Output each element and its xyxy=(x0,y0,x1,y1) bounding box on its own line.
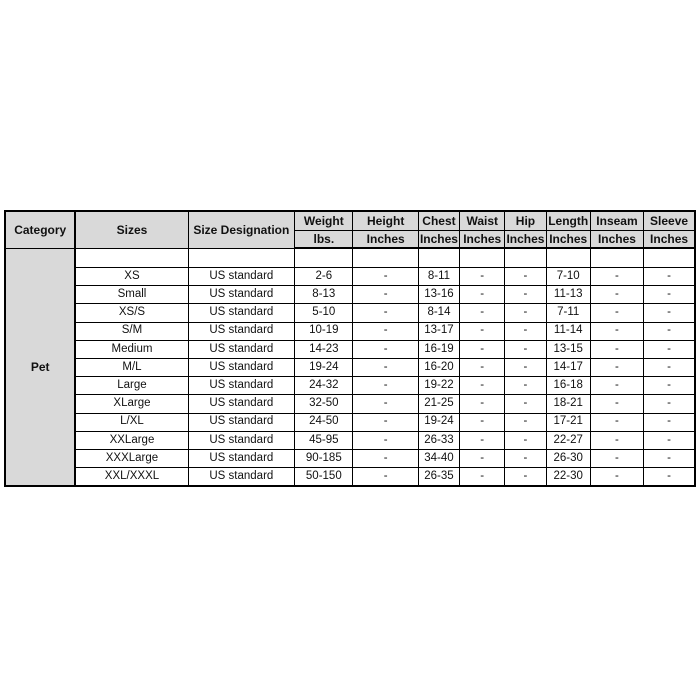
cell-sleeve: - xyxy=(644,413,695,431)
table-row xyxy=(5,304,695,322)
table-row xyxy=(5,340,695,358)
header-sleeve-unit: Inches xyxy=(644,231,695,249)
cell-designation: US standard xyxy=(188,304,295,322)
cell-sleeve: - xyxy=(644,340,695,358)
spacer-cell xyxy=(353,248,418,268)
cell-weight: 45-95 xyxy=(295,431,353,449)
table-row xyxy=(5,413,695,431)
header-weight-unit: lbs. xyxy=(295,231,353,249)
cell-hip: - xyxy=(505,377,546,395)
header-chest-unit: Inches xyxy=(419,232,458,246)
cell-designation: US standard xyxy=(188,286,295,304)
cell-hip: - xyxy=(505,304,546,322)
cell-designation: US standard xyxy=(188,468,295,487)
cell-designation: US standard xyxy=(188,322,295,340)
cell-hip: - xyxy=(505,431,546,449)
cell-height: - xyxy=(353,358,418,376)
cell-sleeve: - xyxy=(644,449,695,467)
cell-waist: - xyxy=(460,340,505,358)
cell-chest: 21-25 xyxy=(418,395,459,413)
cell-waist: - xyxy=(460,304,505,322)
cell-chest: 8-11 xyxy=(418,268,459,286)
cell-hip: - xyxy=(505,468,546,487)
cell-chest: 8-14 xyxy=(418,304,459,322)
cell-chest: 13-16 xyxy=(418,286,459,304)
cell-chest: 19-24 xyxy=(418,413,459,431)
cell-length: 11-14 xyxy=(546,322,590,340)
header-waist: Waist xyxy=(460,211,505,231)
cell-waist: - xyxy=(460,431,505,449)
cell-weight: 2-6 xyxy=(295,268,353,286)
header-sleeve: Sleeve xyxy=(644,211,695,231)
cell-sleeve: - xyxy=(644,468,695,487)
cell-hip: - xyxy=(505,286,546,304)
cell-designation: US standard xyxy=(188,358,295,376)
cell-weight: 50-150 xyxy=(295,468,353,487)
cell-designation: US standard xyxy=(188,340,295,358)
cell-length: 7-11 xyxy=(546,304,590,322)
cell-inseam: - xyxy=(590,340,643,358)
cell-size: M/L xyxy=(75,358,188,376)
cell-inseam: - xyxy=(590,286,643,304)
cell-inseam: - xyxy=(590,268,643,286)
cell-weight: 19-24 xyxy=(295,358,353,376)
cell-length: 11-13 xyxy=(546,286,590,304)
cell-weight: 24-32 xyxy=(295,377,353,395)
cell-length: 26-30 xyxy=(546,449,590,467)
cell-waist: - xyxy=(460,395,505,413)
cell-chest: 16-19 xyxy=(418,340,459,358)
cell-chest: 26-33 xyxy=(418,431,459,449)
cell-hip: - xyxy=(505,395,546,413)
cell-size: S/M xyxy=(75,322,188,340)
cell-waist: - xyxy=(460,268,505,286)
cell-inseam: - xyxy=(590,304,643,322)
cell-designation: US standard xyxy=(188,431,295,449)
header-height: Height xyxy=(353,211,418,231)
cell-size: Large xyxy=(75,377,188,395)
cell-inseam: - xyxy=(590,377,643,395)
table-header xyxy=(5,211,695,248)
table-row xyxy=(5,395,695,413)
cell-chest: 34-40 xyxy=(418,449,459,467)
spacer-cell xyxy=(75,248,188,268)
cell-size: XXXLarge xyxy=(75,449,188,467)
cell-waist: - xyxy=(460,468,505,487)
table-row xyxy=(5,377,695,395)
cell-size: XXLarge xyxy=(75,431,188,449)
cell-height: - xyxy=(353,304,418,322)
header-inseam-unit: Inches xyxy=(590,231,643,249)
cell-size: Medium xyxy=(75,340,188,358)
table-row xyxy=(5,468,695,487)
cell-inseam: - xyxy=(590,431,643,449)
cell-weight: 32-50 xyxy=(295,395,353,413)
cell-designation: US standard xyxy=(188,413,295,431)
table-row xyxy=(5,286,695,304)
spacer-cell xyxy=(460,248,505,268)
header-inseam: Inseam xyxy=(590,211,643,231)
cell-height: - xyxy=(353,286,418,304)
cell-waist: - xyxy=(460,449,505,467)
cell-hip: - xyxy=(505,413,546,431)
cell-size: XS xyxy=(75,268,188,286)
cell-designation: US standard xyxy=(188,268,295,286)
cell-height: - xyxy=(353,395,418,413)
table-spacer-row xyxy=(5,248,695,268)
spacer-cell xyxy=(590,248,643,268)
cell-height: - xyxy=(353,322,418,340)
table-row xyxy=(5,358,695,376)
cell-designation: US standard xyxy=(188,377,295,395)
cell-sleeve: - xyxy=(644,431,695,449)
cell-length: 18-21 xyxy=(546,395,590,413)
cell-inseam: - xyxy=(590,449,643,467)
cell-height: - xyxy=(353,413,418,431)
cell-length: 13-15 xyxy=(546,340,590,358)
cell-size: XS/S xyxy=(75,304,188,322)
cell-waist: - xyxy=(460,322,505,340)
cell-sleeve: - xyxy=(644,377,695,395)
spacer-cell xyxy=(546,248,590,268)
cell-sleeve: - xyxy=(644,268,695,286)
spacer-cell xyxy=(295,248,353,268)
cell-size: XLarge xyxy=(75,395,188,413)
cell-length: 22-27 xyxy=(546,431,590,449)
size-chart-table xyxy=(4,210,696,487)
cell-inseam: - xyxy=(590,395,643,413)
header-length-unit: Inches xyxy=(546,231,590,249)
cell-weight: 8-13 xyxy=(295,286,353,304)
cell-weight: 5-10 xyxy=(295,304,353,322)
cell-height: - xyxy=(353,468,418,487)
header-hip-unit: Inches xyxy=(506,232,545,246)
cell-hip: - xyxy=(505,340,546,358)
cell-hip: - xyxy=(505,322,546,340)
table-row xyxy=(5,449,695,467)
spacer-cell xyxy=(188,248,295,268)
cell-length: 17-21 xyxy=(546,413,590,431)
cell-sleeve: - xyxy=(644,358,695,376)
cell-waist: - xyxy=(460,358,505,376)
header-chest: Chest xyxy=(418,211,459,231)
spacer-cell xyxy=(505,248,546,268)
cell-weight: 14-23 xyxy=(295,340,353,358)
cell-inseam: - xyxy=(590,358,643,376)
header-length: Length xyxy=(546,211,590,231)
cell-length: 14-17 xyxy=(546,358,590,376)
header-hip: Hip xyxy=(505,211,546,231)
cell-height: - xyxy=(353,340,418,358)
cell-hip: - xyxy=(505,449,546,467)
cell-sleeve: - xyxy=(644,322,695,340)
header-category: Category xyxy=(5,211,75,248)
spacer-cell xyxy=(418,248,459,268)
cell-height: - xyxy=(353,268,418,286)
cell-sleeve: - xyxy=(644,286,695,304)
spacer-cell xyxy=(644,248,695,268)
cell-inseam: - xyxy=(590,468,643,487)
cell-chest: 26-35 xyxy=(418,468,459,487)
table-body xyxy=(5,248,695,486)
cell-waist: - xyxy=(460,413,505,431)
header-height-unit: Inches xyxy=(353,231,418,249)
cell-weight: 10-19 xyxy=(295,322,353,340)
cell-size: Small xyxy=(75,286,188,304)
cell-sleeve: - xyxy=(644,395,695,413)
cell-length: 7-10 xyxy=(546,268,590,286)
cell-hip: - xyxy=(505,358,546,376)
category-cell: Pet xyxy=(5,248,75,486)
header-waist-unit: Inches xyxy=(460,231,505,249)
header-weight: Weight xyxy=(295,211,353,231)
cell-height: - xyxy=(353,431,418,449)
cell-size: XXL/XXXL xyxy=(75,468,188,487)
cell-chest: 13-17 xyxy=(418,322,459,340)
cell-designation: US standard xyxy=(188,449,295,467)
header-sizes: Sizes xyxy=(75,211,188,248)
cell-weight: 90-185 xyxy=(295,449,353,467)
table-row xyxy=(5,322,695,340)
cell-waist: - xyxy=(460,286,505,304)
cell-weight: 24-50 xyxy=(295,413,353,431)
cell-height: - xyxy=(353,377,418,395)
cell-chest: 16-20 xyxy=(418,358,459,376)
cell-height: - xyxy=(353,449,418,467)
table-row xyxy=(5,268,695,286)
cell-hip: - xyxy=(505,268,546,286)
table-row xyxy=(5,431,695,449)
cell-waist: - xyxy=(460,377,505,395)
cell-chest: 19-22 xyxy=(418,377,459,395)
cell-length: 16-18 xyxy=(546,377,590,395)
cell-length: 22-30 xyxy=(546,468,590,487)
cell-sleeve: - xyxy=(644,304,695,322)
cell-size: L/XL xyxy=(75,413,188,431)
cell-inseam: - xyxy=(590,413,643,431)
header-size-designation: Size Designation xyxy=(188,211,295,248)
cell-inseam: - xyxy=(590,322,643,340)
cell-designation: US standard xyxy=(188,395,295,413)
